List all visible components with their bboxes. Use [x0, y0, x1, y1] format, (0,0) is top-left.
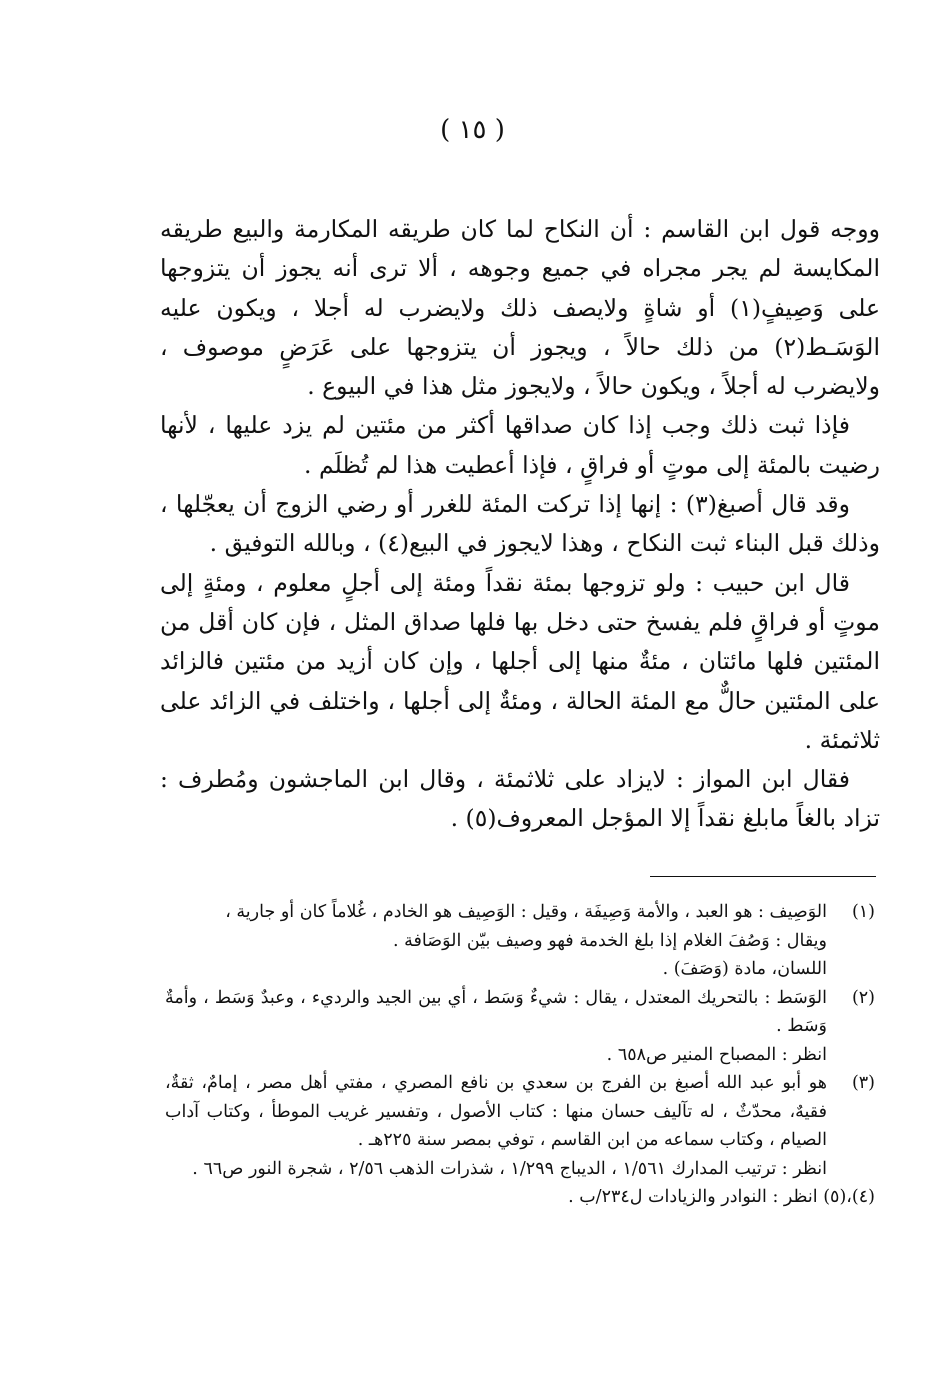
footnote-body	[165, 898, 827, 984]
footnote-number: (١)	[851, 902, 875, 922]
footnote-line: هو أبو عبد الله أصبغ بن الفرج بن سعدي بن نافع المصري ، مفتي أهل مصر ، إمامٌ، ثقةٌ، فقيهٌ، محدّثٌ ، له تآليف حسان منها : كتاب الأصول ، وتفسير غريب الموطأ ، وكتاب آداب الصيام ، وكتاب سماعه من ابن القاسم ، توفي بمصر سنة ٢٢٥هـ .	[165, 1073, 827, 1150]
footnote-line: ويقال : وَصُفَ الغلام إذا بلغ الخدمة فهو وصيف بيّن الوَصَافة .	[393, 930, 827, 951]
paragraph: فقال ابن المواز : لايزاد على ثلاثمئة ، وقال ابن الماجشون ومُطرف : تزاد بالغاً مابلغ نقداً إلا المؤجل المعروف(٥) .	[160, 765, 880, 833]
footnote-number: (٣)	[851, 1073, 875, 1093]
footnote-body	[165, 984, 827, 1070]
footnotes	[165, 898, 875, 1212]
footnote	[165, 1069, 875, 1183]
footnote-line: الوَصِيف : هو العبد ، والأمة وَصِيفَة ، وقيل : الوَصِيف هو الخادم ، غُلاماً كان أو جارية ،	[225, 902, 827, 922]
main-text	[160, 210, 880, 839]
footnote	[165, 984, 875, 1070]
footnote-line: اللسان، مادة (وَصَفَ) .	[662, 959, 827, 979]
footnote-line: انظر : المصباح المنير ص٦٥٨ .	[606, 1044, 827, 1065]
footnote-line: الوَسَط : بالتحريك المعتدل ، يقال : شيءٌ وَسَط ، أي بين الجيد والرديء ، وعبدٌ وَسَط ، وأمةٌ وَسَط .	[165, 987, 827, 1036]
footnote-body	[165, 1069, 827, 1183]
page-number: ( ١٥ )	[440, 115, 505, 145]
paragraph: قال ابن حبيب : ولو تزوجها بمئة نقداً ومئة إلى أجلٍ معلوم ، ومئةٍ إلى موتٍ أو فراقٍ فلم يفسخ حتى دخل بها فلها صداق المثل ، فإن كان أقل من المئتين فلها مائتان ، مئةٌ منها إلى أجلها ، وإن كان أزيد من مئتين فالزائد على المئتين حالٌّ مع المئة الحالة ، ومئةٌ إلى أجلها ، واختلف في الزائد على ثلاثمئة .	[160, 568, 880, 754]
footnote-line: انظر : ترتيب المدارك ١/٥٦١ ، الديباج ١/٢٩٩ ، شذرات الذهب ٢/٥٦ ، شجرة النور ص٦٦ .	[192, 1158, 827, 1179]
paragraph: ووجه قول ابن القاسم : أن النكاح لما كان طريقه المكارمة والبيع طريقه المكايسة لم يجر مجراه في جميع وجوهه ، ألا ترى أنه يجوز أن يتزوجها على وَصِيفٍ(١) أو شاةٍ ولايصف ذلك ولايضرب له أجلا ، ويكون عليه الوَسَـط(٢) من ذلك حالاً ، ويجوز أن يتزوجها على عَرَضٍ موصوف ، ولايضرب له أجلاً ، ويكون حالاً ، ولايجوز مثل هذا في البيوع .	[160, 215, 881, 401]
paragraph: وقد قال أصبغ(٣) : إنها إذا تركت المئة للغرر أو رضي الزوج أن يعجّلها ، وذلك قبل البناء ثبت النكاح ، وهذا لايجوز في البيع(٤) ، وبالله التوفيق .	[160, 490, 880, 558]
footnote	[165, 898, 875, 984]
footnote-last: (٤)،(٥) انظر : النوادر والزيادات ل٢٣٤/ب .	[568, 1187, 875, 1207]
paragraph: فإذا ثبت ذلك وجب إذا كان صداقها أكثر من مئتين لم يزد عليها ، لأنها رضيت بالمئة إلى موتٍ أو فراقٍ ، فإذا أعطيت هذا لم تُظلَم .	[160, 411, 880, 479]
footnote-number: (٢)	[851, 987, 875, 1008]
footnote-divider	[650, 876, 876, 877]
